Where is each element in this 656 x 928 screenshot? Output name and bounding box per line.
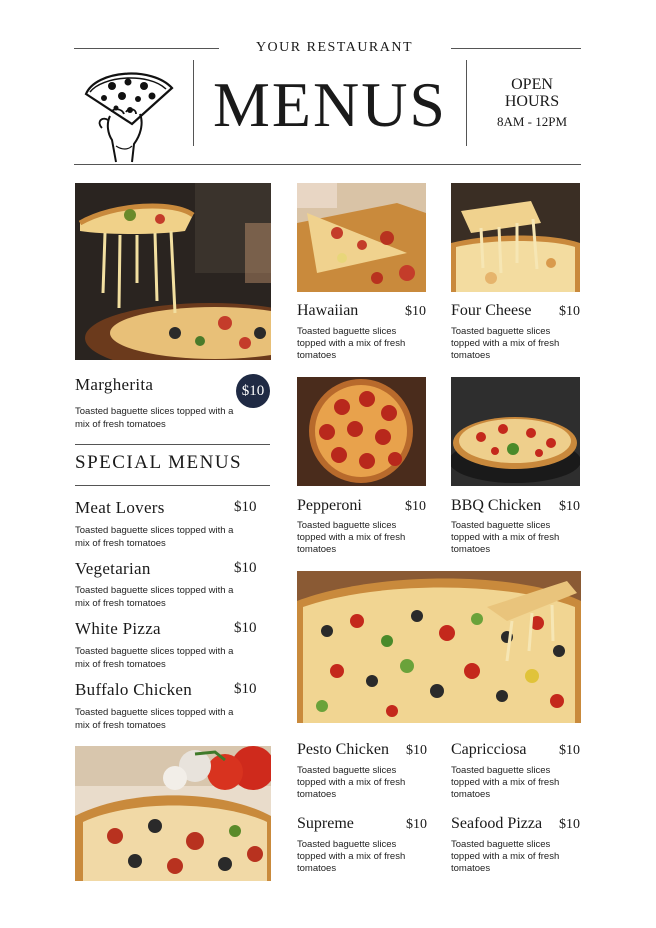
grid-item-name: Pesto Chicken <box>297 741 389 758</box>
pepperoni-photo <box>297 377 426 486</box>
special-menus-heading: SPECIAL MENUS <box>75 452 243 473</box>
hawaiian-photo <box>297 183 426 292</box>
special-item-name: Buffalo Chicken <box>75 680 193 699</box>
special-item-price: $10 <box>234 681 257 697</box>
header-divider-left <box>193 60 194 146</box>
grid-item-price: $10 <box>406 743 427 758</box>
grid-item-price: $10 <box>405 499 426 514</box>
grid-item-price: $10 <box>559 304 580 319</box>
featured-item-name: Margherita <box>75 375 154 394</box>
header-rule-right <box>451 48 581 49</box>
grid-item-name: Four Cheese <box>451 302 532 319</box>
open-hours-title: OPEN HOURS <box>504 76 560 110</box>
grid-item-description: Toasted baguette slices topped with a mix of fresh tomatoes <box>451 765 560 800</box>
grid-item-name: Seafood Pizza <box>451 815 543 832</box>
open-hours-time: 8AM - 12PM <box>496 114 568 129</box>
grid-item-name: Capricciosa <box>451 741 527 758</box>
grid-item-description: Toasted baguette slices topped with a mix of fresh tomatoes <box>451 520 560 555</box>
special-item-description: Toasted baguette slices topped with a mix of fresh tomatoes <box>75 646 234 670</box>
grid-item-name: BBQ Chicken <box>451 497 542 514</box>
header-divider-right <box>466 60 467 146</box>
grid-item-description: Toasted baguette slices topped with a mix of fresh tomatoes <box>451 839 560 874</box>
grid-item-price: $10 <box>559 499 580 514</box>
grid-item-description: Toasted baguette slices topped with a mix of fresh tomatoes <box>451 326 560 361</box>
restaurant-name: YOUR RESTAURANT <box>255 40 414 55</box>
special-item-description: Toasted baguette slices topped with a mix of fresh tomatoes <box>75 585 234 609</box>
featured-price-badge: $10 <box>236 374 270 408</box>
grid-item-name: Pepperoni <box>297 497 362 514</box>
header-rule-left <box>74 48 219 49</box>
page-title: MENUS <box>212 69 448 140</box>
special-item-description: Toasted baguette slices topped with a mix of fresh tomatoes <box>75 707 234 731</box>
grid-item-description: Toasted baguette slices topped with a mix of fresh tomatoes <box>297 326 406 361</box>
special-item-price: $10 <box>234 560 257 576</box>
grid-item-price: $10 <box>559 743 580 758</box>
pizza-with-tomatoes-photo <box>75 746 271 881</box>
featured-item-description: Toasted baguette slices topped with a mix of fresh tomatoes <box>75 406 234 430</box>
bbq-chicken-photo <box>451 377 580 486</box>
hand-holding-pizza-slice-icon <box>82 64 178 164</box>
header-bottom-rule <box>74 164 581 165</box>
special-item-price: $10 <box>234 620 257 636</box>
margherita-photo <box>75 183 271 360</box>
grid-item-description: Toasted baguette slices topped with a mix of fresh tomatoes <box>297 839 406 874</box>
special-item-description: Toasted baguette slices topped with a mix of fresh tomatoes <box>75 525 234 549</box>
special-bottom-rule <box>75 485 270 486</box>
grid-item-price: $10 <box>406 817 427 832</box>
four-cheese-photo <box>451 183 580 292</box>
special-item-name: Vegetarian <box>75 559 151 578</box>
supreme-pizza-photo <box>297 571 581 723</box>
grid-item-name: Hawaiian <box>297 302 359 319</box>
grid-item-description: Toasted baguette slices topped with a mix of fresh tomatoes <box>297 520 406 555</box>
special-item-name: White Pizza <box>75 619 161 638</box>
grid-item-description: Toasted baguette slices topped with a mix of fresh tomatoes <box>297 765 406 800</box>
grid-item-name: Supreme <box>297 815 354 832</box>
special-item-price: $10 <box>234 499 257 515</box>
grid-item-price: $10 <box>559 817 580 832</box>
grid-item-price: $10 <box>405 304 426 319</box>
special-top-rule <box>75 444 270 445</box>
special-item-name: Meat Lovers <box>75 498 165 517</box>
